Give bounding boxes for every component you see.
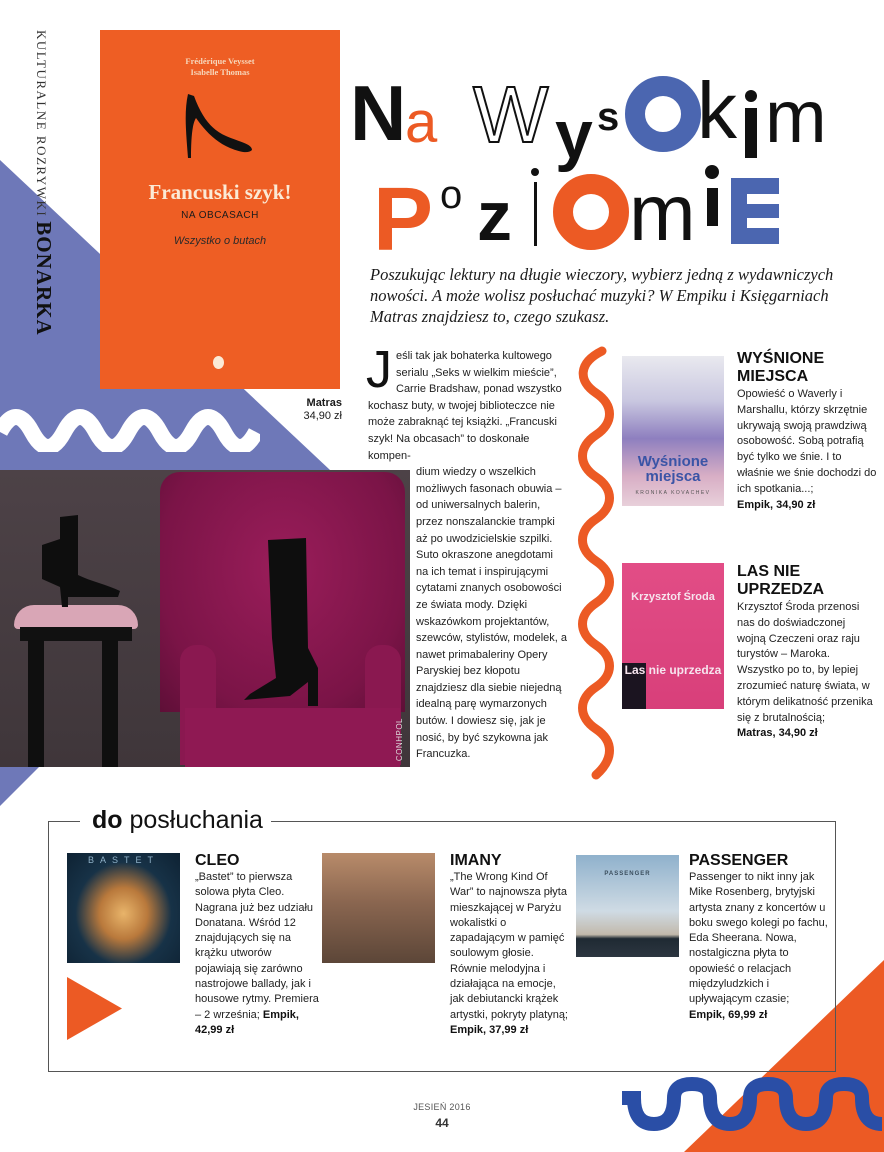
- svg-text:z: z: [477, 177, 512, 252]
- ankle-boot-icon: [38, 515, 123, 607]
- album-artist: CLEO: [195, 852, 240, 869]
- orange-wave-decoration: [578, 345, 614, 780]
- blue-corner-decoration: [0, 766, 40, 806]
- page-title: [345, 62, 875, 252]
- book-description-las-nie-uprzedza: [737, 563, 877, 742]
- svg-text:a: a: [405, 90, 438, 155]
- album-cover-label: PASSENGER: [604, 871, 651, 877]
- page-footer: [400, 1102, 484, 1130]
- headline-graphic: [345, 62, 875, 252]
- lead-paragraph: Poszukując lektury na długie wieczory, wybierz jedną z wydawniczych nowości. A może wolisz posłuchać muzyki? W Empiku i Księgarniach Matras znajdziesz to, czego szukasz.: [370, 265, 834, 326]
- shoes-photo: [0, 470, 410, 767]
- album-cover-cleo[interactable]: [67, 853, 180, 963]
- album-artist: PASSENGER: [689, 852, 789, 869]
- price: 34,90 zł: [303, 410, 342, 422]
- book-title: WYŚNIONE MIEJSCA: [737, 350, 825, 385]
- featured-book-price: [272, 397, 342, 423]
- book-cover-wysnione-miejsca[interactable]: [622, 356, 724, 506]
- article-text-top: eśli tak jak bohaterka kultowego serialu „Seks w wielkim mieście”, Carrie Bradshaw, ponad wszystko kochasz buty, w twojej biblioteczce nie może zabraknąć tej książki. „Francuski szyk! Na obcasach” to doskonałe kompen-: [368, 350, 562, 462]
- book-title: LAS NIE UPRZEDZA: [737, 563, 825, 598]
- section-label-small: KULTURALNE ROZRYWKI: [34, 30, 49, 218]
- svg-text:P: P: [373, 170, 434, 252]
- book-cover-francuski-szyk[interactable]: [100, 30, 340, 389]
- svg-text:o: o: [440, 173, 463, 217]
- album-price: Empik, 42,99 zł: [195, 1008, 299, 1036]
- book-price: Matras, 34,90 zł: [737, 727, 818, 740]
- store-name: Matras: [306, 397, 342, 409]
- svg-text:W: W: [473, 70, 549, 159]
- album-description: „The Wrong Kind Of War” to najnowsza płyta mieszkającej w Paryżu wokalistki o zapadającym w pamięć soulowym głosie. Równie melodyjna i działająca na emocje, jak debiutancki krążek artystki, pokryty platyną;: [450, 871, 568, 1021]
- photo-credit: CONHPOL: [395, 717, 404, 761]
- book-description: Opowieść o Waverly i Marshallu, którzy skrzętnie ukrywają swoją prawdziwą osobowość. Sobą potrafią być tylko we śnie. I to właśnie we śnie dochodzi do ich spotkania...;: [737, 388, 877, 495]
- book-price: Empik, 34,90 zł: [737, 498, 816, 511]
- publisher-logo-icon: [213, 356, 224, 369]
- stool: [14, 605, 138, 629]
- svg-text:N: N: [350, 69, 407, 157]
- svg-text:m: m: [765, 75, 827, 158]
- cover-title: Francuski szyk!: [148, 180, 292, 204]
- svg-text:k: k: [697, 66, 737, 155]
- album-description: „Bastet” to pierwsza solowa płyta Cleo. Nagrana już bez udziału Donatana. Wśród 12 znajdujących się na krążku utworów pojawiają się zarówno nastrojowe ballady, jak i housowe rytmy. Premiera – 2 września;: [195, 871, 319, 1021]
- cover-subtitle: NA OBCASACH: [181, 210, 259, 221]
- album-cover-passenger[interactable]: [576, 855, 679, 957]
- knee-boot-icon: [242, 538, 322, 710]
- svg-text:y: y: [555, 97, 593, 173]
- album-cover-label: BASTET: [87, 855, 159, 865]
- music-section-title: do posłuchania: [80, 805, 271, 835]
- section-label-big: BONARKA: [32, 221, 56, 336]
- cover-author: Krzysztof Środa: [631, 591, 715, 603]
- cover-authors: Frédérique Veysset Isabelle Thomas: [185, 56, 255, 77]
- cover-tagline: Wszystko o butach: [173, 235, 267, 247]
- album-price: Empik, 69,99 zł: [689, 1008, 768, 1021]
- cover-author: KRONIKA KOVACHEV: [635, 490, 711, 496]
- album-description: Passenger to nikt inny jak Mike Rosenberg, brytyjski artysta znany z koncertów u boku swego kolegi po fachu, Eda Sheerana. Nowa, nostalgiczna płyta to opowieść o relacjach międzyludzkich i upływającym czasie;: [689, 871, 828, 1006]
- issue-season: JESIEŃ 2016: [413, 1102, 471, 1112]
- blue-wave-decoration: [622, 1076, 884, 1134]
- cover-title: Wyśnione miejsca: [637, 453, 709, 485]
- album-artist: IMANY: [450, 852, 502, 869]
- article-text-bottom: dium wiedzy o wszelkich możliwych fasonach obuwia – od uniwersalnych balerin, przez nonszalanckie trampki aż po uwodzicielskie szpilki. Suto okraszone anegdotami na ich temat i inspirującymi cytatami znanych osobowości ze świata mody. Dzięki wskazówkom projektantów, szewców, stylistów, modelek, a nawet primabaleriny Opery Paryskiej bez kłopotu znajdziesz dla siebie niejedną idealną parę wymarzonych butów. I dowiesz się, jak je nosić, by być szykowna jak Francuzka.: [416, 466, 568, 761]
- book-description: Krzysztof Środa przenosi nas do doświadczonej wojną Czeczeni oraz raju turystów – Maroka. Wszystko po to, by lepiej zrozumieć naturę świata, w którym delikatność przenika się z brutalnością;: [737, 601, 873, 724]
- section-label: [24, 30, 56, 336]
- cover-title: Las nie uprzedza: [624, 663, 722, 677]
- book-description-wysnione-miejsca: [737, 350, 877, 513]
- drop-cap: J: [366, 341, 392, 399]
- page-number: 44: [435, 1116, 449, 1130]
- album-price: Empik, 37,99 zł: [450, 1023, 529, 1036]
- high-heel-icon: [182, 92, 254, 162]
- album-description-imany: [450, 852, 570, 1038]
- white-wave-decoration: [0, 392, 260, 452]
- svg-text:m: m: [629, 168, 696, 252]
- svg-text:s: s: [597, 95, 620, 139]
- album-cover-imany[interactable]: [322, 853, 435, 963]
- book-cover-las-nie-uprzedza[interactable]: [622, 563, 724, 709]
- album-description-cleo: [195, 852, 320, 1038]
- album-description-passenger: [689, 852, 829, 1023]
